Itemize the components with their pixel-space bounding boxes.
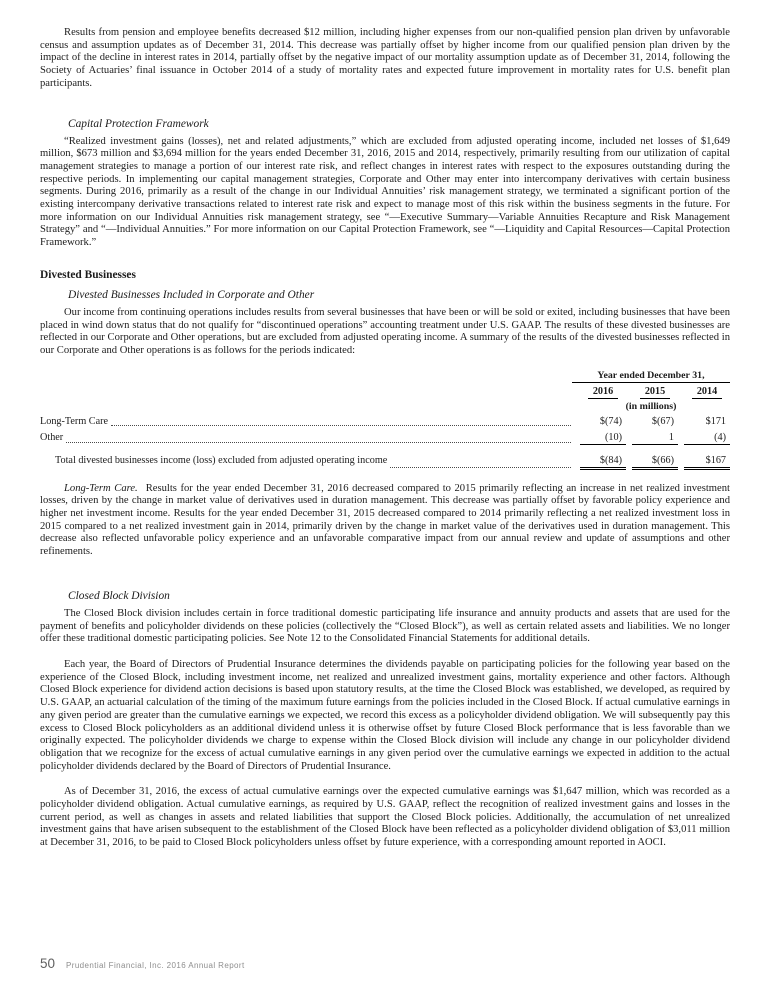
table-units-label: (in millions) [625,400,677,412]
row-value-2014: $167 [684,455,730,470]
row-label: Total divested businesses income (loss) excluded from adjusted operating income [55,454,388,466]
table-year-column-2016: 2016 [580,386,626,399]
closed-block-paragraph-1: The Closed Block division includes certain in force traditional domestic participating life insurance and annuity products and assets that are used for the payment of benefits and policyholder dividends on these policies (collectively the “Closed Block”), as well as certain related assets and liabilities. We no longer offer these traditional domestic participating policies. See Note 12 to the Consolidated Financial Statements for additional details. [40,607,730,645]
closed-block-paragraph-2: Each year, the Board of Directors of Prudential Insurance determines the dividends payable on participating policies for the following year based on the experience of the Closed Block, including investment income, net realized and unrealized investment gains, mortality experience and other factors. Although Closed Block experience for dividend action decisions is based upon statutory results, at the time the Closed Block was established, we developed, as required by U.S. GAAP, an actuarial calculation of the timing of the maximum future earnings from the policies included in the Closed Block. If actual cumulative earnings in any given period are greater than the cumulative earnings we expected, we record this excess as a policyholder dividend obligation. We will subsequently pay this excess to Closed Block policyholders as an additional dividend unless it is otherwise offset by future Closed Block performance that is less favorable than we originally expected. The policyholder dividends we charge to expense within the Closed Block division will include any change in our policyholder dividend obligation that we recognize for the excess of actual cumulative earnings in any given period over the cumulative earnings we expected in addition to the actual policyholder dividends declared by the Board of Directors of Prudential Insurance. [40,658,730,772]
closed-block-heading: Closed Block Division [68,589,170,602]
row-label: Long-Term Care [40,415,109,427]
divested-businesses-heading: Divested Businesses [40,268,136,281]
table-year-header-row [40,386,730,399]
long-term-care-lead-in: Long-Term Care. [64,482,138,494]
divested-intro-paragraph: Our income from continuing operations includes results from several businesses that have been or will be sold or exited, including businesses that have been placed in wind down status that do not qualify for “discontinued operations” accounting treatment under U.S. GAAP. The results of these divested businesses are reflected in our Corporate and Other operations, but are excluded from adjusted operating income. A summary of the results of the divested businesses reflected in our Corporate and Other operations is as follows for the periods indicated: [40,306,730,356]
table-row-total [40,455,730,470]
row-value-2016: $(84) [580,455,626,470]
page-number: 50 [40,956,56,971]
long-term-care-text: Results for the year ended December 31, 2016 decreased compared to 2015 primarily reflecting an increase in net realized investment losses, driven by the change in market value of derivatives used in duration management. This decrease was partially offset by favorable policy experience and higher net investment income. Results for the year ended December 31, 2015 decreased compared to 2014 primarily reflecting a net realized investment loss in 2015 compared to a net realized investment gain in 2014, primarily driven by the change in market value of the derivatives used in duration management. This decrease also reflected unfavorable policy experience and an unfavorable comparative impact from our annual review and update of assumptions and other refinements. [40,482,730,558]
row-value-2016: $(74) [599,415,622,427]
row-value-2014: (4) [684,432,730,445]
long-term-care-paragraph [40,483,730,559]
dot-leader [390,455,571,468]
table-row-long-term-care [40,416,730,428]
row-label: Other [40,431,64,443]
dot-leader [111,416,571,426]
row-value-2015: 1 [632,432,678,445]
page-footer [40,956,245,971]
dot-leader [66,432,571,443]
capital-protection-heading: Capital Protection Framework [68,117,209,130]
divested-businesses-subheading: Divested Businesses Included in Corporate and Other [68,288,315,301]
table-year-column-2014: 2014 [684,386,730,399]
table-row-other [40,432,730,445]
row-value-2016: (10) [580,432,626,445]
document-page [40,27,730,850]
row-value-2014: $171 [705,415,726,427]
table-year-column-2015: 2015 [632,386,678,399]
closed-block-paragraph-3: As of December 31, 2016, the excess of actual cumulative earnings over the expected cumulative earnings was $1,647 million, which was recorded as a policyholder dividend obligation. Actual cumulative earnings, as required by U.S. GAAP, reflect the recognition of realized investment gains and losses in the current period, as well as changes in assets and related liabilities that support the Closed Block policies. Additionally, the accumulation of net unrealized investment gains that have arisen subsequent to the establishment of the Closed Block have been reflected as a policyholder dividend obligation of $3,011 million at December 31, 2016, to be paid to Closed Block policyholders unless offset by future experience, with a corresponding amount reported in AOCI. [40,786,730,849]
row-value-2015: $(66) [632,455,678,470]
report-title: Prudential Financial, Inc. 2016 Annual Report [66,961,245,970]
pension-benefits-paragraph: Results from pension and employee benefits decreased $12 million, including higher expenses from our non-qualified pension plan driven by unfavorable census and assumption updates as of December 31, 2014. This decrease was partially offset by higher income from our qualified pension plan driven by the impact of the decline in interest rates in 2014, partially offset by the negative impact of our mortality assumption update as of December 31, 2014, following the Society of Actuaries’ final issuance in October 2014 of a study of mortality rates and expected future improvement in mortality rates for U.S. benefit plan participants. [40,27,730,89]
row-value-2015: $(67) [651,415,674,427]
table-span-header-row [40,370,730,383]
capital-protection-paragraph: “Realized investment gains (losses), net and related adjustments,” which are excluded from adjusted operating income, included net losses of $1,649 million, $673 million and $3,694 million for the years ended December 31, 2016, 2015 and 2014, respectively, primarily resulting from our utilization of capital management strategies to manage a portion of our interest rate risk, and reflect changes in interest rates with respect to the exposures outstanding during the respective periods. In implementing our capital management strategies, Corporate and Other may enter into intercompany derivatives with certain business segments. During 2016, primarily as a result of the change in our Individual Annuities’ risk management strategy, we terminated a significant portion of the existing intercompany derivative transactions related to interest rate risk and expect to manage most of this risk within the business segments in the future. For more information on our Individual Annuities risk management strategy, see “—Executive Summary—Variable Annuities Recapture and Risk Management Strategy” and “—Individual Annuities.” For more information on our Capital Protection Framework, see “—Liquidity and Capital Resources—Capital Protection Framework.” [40,135,730,249]
divested-results-table [40,370,730,470]
table-span-header: Year ended December 31, [572,370,730,383]
